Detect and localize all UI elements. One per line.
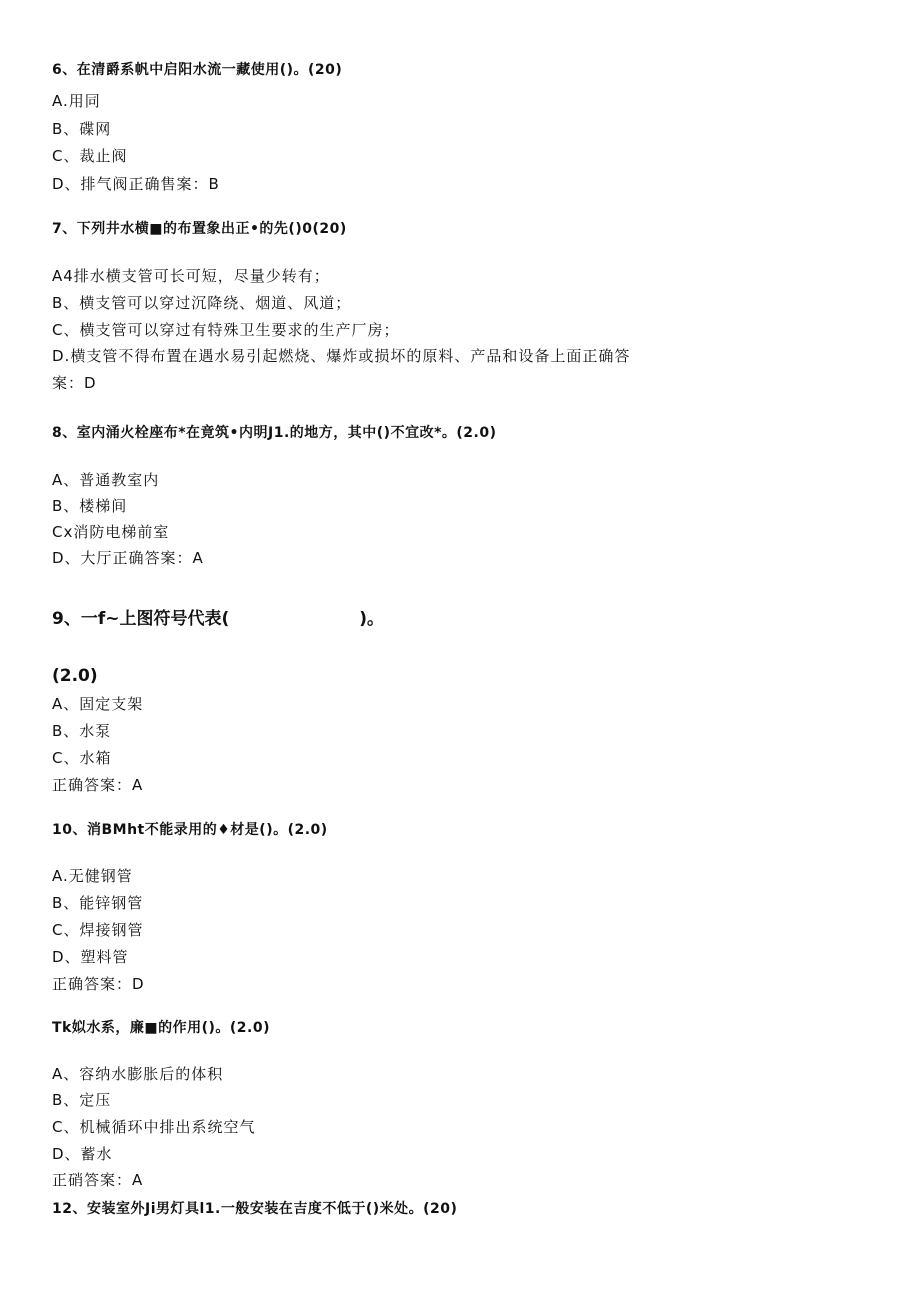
question-10-option-a: A.无健钢管 [52, 867, 133, 885]
question-10-answer: 正确答案：D [52, 975, 145, 993]
question-10-option-d: D、塑料管 [52, 948, 129, 966]
question-8-prompt: 8、室内涌火栓座布*在竟筑•内明J1.的地方，其中()不宜改*。(2.0) [52, 425, 497, 441]
question-6-option-b: B、碟网 [52, 120, 112, 138]
question-11-option-c: C、机械循环中排出系统空气 [52, 1118, 256, 1136]
question-7-option-d: D.横支管不得布置在遇水易引起燃烧、爆炸或损坏的原料、产品和设备上面正确答 [52, 347, 631, 365]
question-12-prompt: 12、安装室外Ji男灯具l1.一般安装在吉度不低于()米处。(20) [52, 1201, 458, 1217]
question-9-answer: 正确答案：A [52, 776, 144, 794]
question-9-prompt [52, 611, 384, 628]
question-8-option-c: Cx消防电梯前室 [52, 523, 170, 541]
question-7-answer: 案：D [52, 374, 97, 392]
question-9-option-a: A、固定支架 [52, 695, 144, 713]
question-6-option-d-answer: D、排气阀正确售案：B [52, 175, 220, 193]
question-8-option-b: B、楼梯间 [52, 497, 128, 515]
question-7-option-b: B、横支管可以穿过沉降绕、烟道、风道； [52, 294, 352, 312]
question-9-option-c: C、水箱 [52, 749, 112, 767]
question-6-option-c: C、裁止阀 [52, 147, 128, 165]
question-10-option-b: B、能锌钢管 [52, 894, 144, 912]
question-9-prompt-end: )。 [359, 609, 385, 629]
question-7-prompt: 7、下列井水横■的布置象出正•的先()0(20) [52, 221, 347, 237]
question-11-option-b: B、定压 [52, 1091, 112, 1109]
question-9-score: (2.0) [52, 666, 98, 686]
question-6-prompt: 6、在清爵系帆中启阳水流一藏使用()。(20) [52, 62, 343, 78]
question-11-option-a: A、容纳水膨胀后的体积 [52, 1065, 224, 1083]
question-9-prompt-start: 9、一f~上图符号代表( [52, 609, 230, 629]
question-8-option-a: A、普通教室内 [52, 471, 160, 489]
question-10-option-c: C、焊接钢管 [52, 921, 144, 939]
question-11-option-d: D、蓄水 [52, 1145, 113, 1163]
question-11-answer: 正硝答案：A [52, 1171, 144, 1189]
question-8-option-d-answer: D、大厅正确答案：A [52, 549, 204, 567]
question-10-prompt: 10、消BMht不能录用的♦材是()。(2.0) [52, 822, 328, 838]
question-6-option-a: A.用同 [52, 92, 101, 110]
question-7-option-a: A4排水横支管可长可短，尽量少转有； [52, 267, 330, 285]
question-11-prompt: Tk姒水系，廉■的作用()。(2.0) [52, 1020, 270, 1036]
question-9-option-b: B、水泵 [52, 722, 112, 740]
question-7-option-c: C、横支管可以穿过有特殊卫生要求的生产厂房； [52, 321, 400, 339]
